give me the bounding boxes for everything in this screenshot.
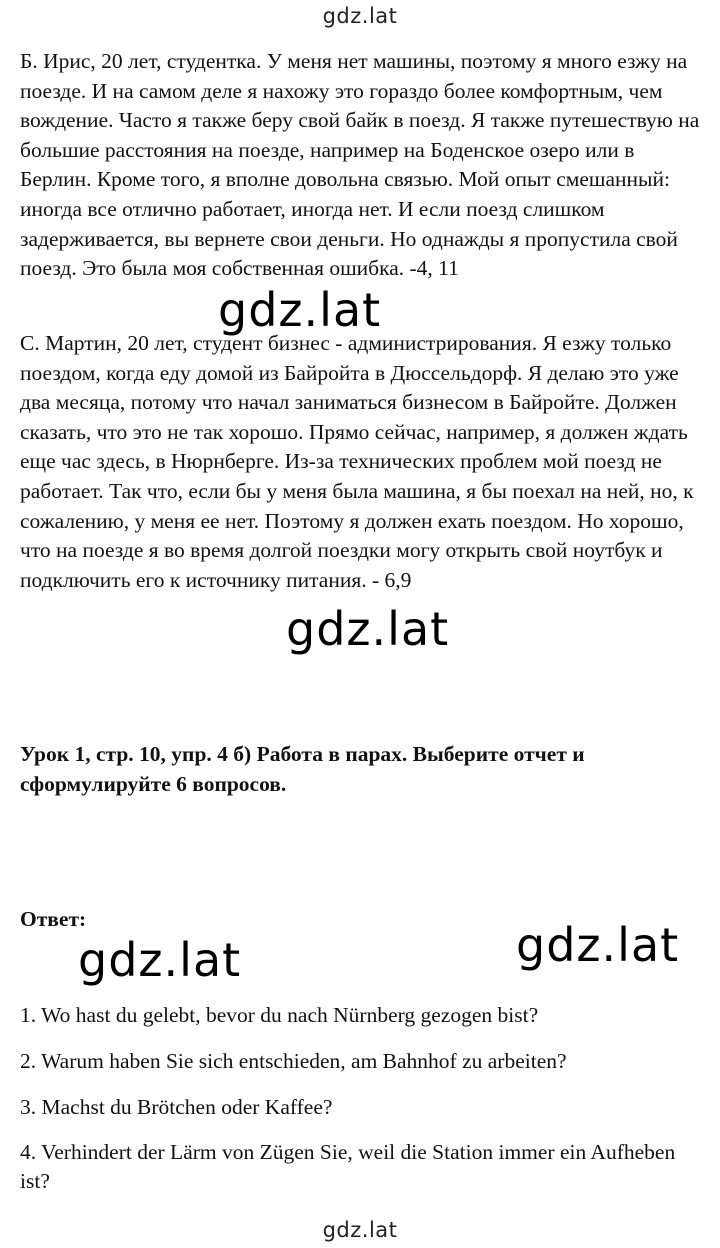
watermark-large: gdz.lat [286, 602, 450, 656]
watermark-large: gdz.lat [78, 933, 242, 987]
paragraph-martin: С. Мартин, 20 лет, студент бизнес - администрирования. Я езжу только поездом, когда еду домой из Байройта в Дюссельдорф. Я делаю это уже два месяца, потому что начал заниматься бизнесом в Байройте. Должен сказать, что это не так хорошо. Прямо сейчас, например, я должен ждать еще час здесь, в Нюрнберге. Из-за технических проблем мой поезд не работает. Так что, если бы у меня была машина, я бы поехал на ней, но, к сожалению, у меня ее нет. Поэтому я должен ехать поездом. Но хорошо, что на поезде я во время долгой поездки могу открыть свой ноутбук и подключить его к источнику питания. - 6,9 [20, 331, 694, 592]
task-heading: Урок 1, стр. 10, упр. 4 б) Работа в парах. Выберите отчет и сформулируйте 6 вопросов. [20, 742, 585, 796]
question-item: 4. Verhindert der Lärm von Zügen Sie, weil die Station immer ein Aufheben ist? [20, 1140, 676, 1193]
paragraph-iris: Б. Ирис, 20 лет, студентка. У меня нет машины, поэтому я много езжу на поезде. И на самом деле я нахожу это гораздо более комфортным, чем вождение. Часто я также беру свой байк в поезд. Я также путешествую на большие расстояния на поезде, например на Боденское озеро или в Берлин. Кроме того, я вполне довольна связью. Мой опыт смешанный: иногда все отлично работает, иногда нет. И если поезд слишком задерживается, вы вернете свои деньги. Но однажды я пропустила свой поезд. Это была моя собственная ошибка. -4, 11 [20, 49, 700, 281]
watermark-large: gdz.lat [218, 283, 382, 337]
question-item: 3. Machst du Brötchen oder Kaffee? [20, 1095, 333, 1119]
watermark-bottom: gdz.lat [322, 1218, 398, 1242]
question-item: 2. Warum haben Sie sich entschieden, am Bahnhof zu arbeiten? [20, 1049, 567, 1073]
answer-label: Ответ: [20, 907, 87, 931]
watermark-large: gdz.lat [516, 918, 680, 972]
watermark-top: gdz.lat [322, 4, 398, 28]
question-item: 1. Wo hast du gelebt, bevor du nach Nürnberg gezogen bist? [20, 1003, 539, 1027]
